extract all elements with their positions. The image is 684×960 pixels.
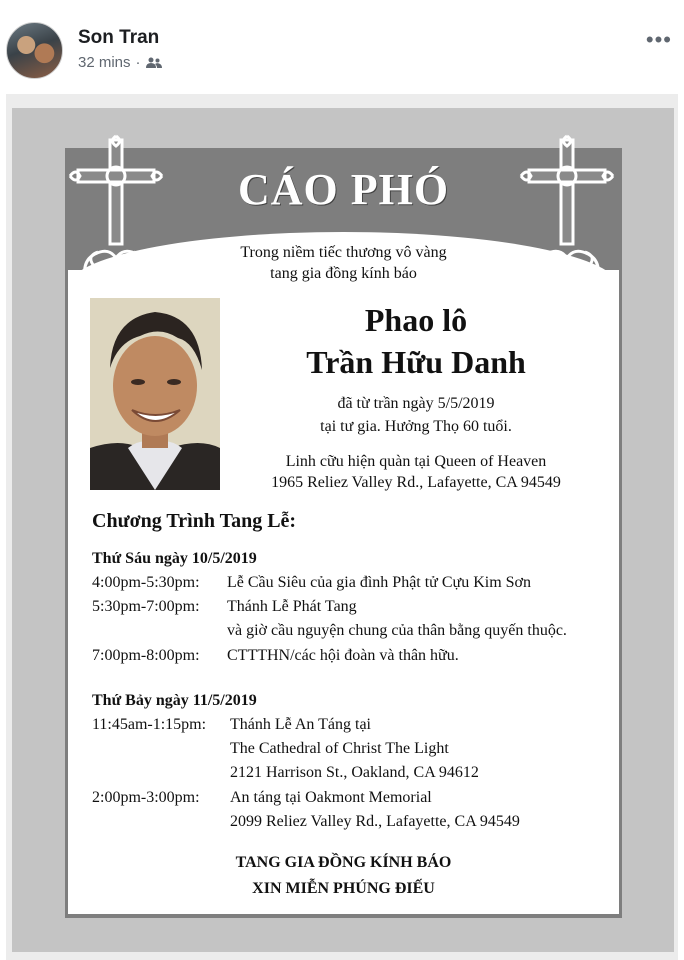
event-desc: Lễ Cầu Siêu của gia đình Phật tử Cựu Kim Sơn [227, 574, 531, 591]
cross-icon-left [66, 134, 166, 286]
day1-event-3 [92, 647, 459, 665]
event-time: 2:00pm-3:00pm: [92, 789, 200, 806]
passed-place-age: tại tư gia. Hưởng Thọ 60 tuổi. [320, 418, 512, 435]
post-meta [78, 54, 162, 71]
event-time: 5:30pm-7:00pm: [92, 598, 200, 615]
day1-title: Thứ Sáu ngày 10/5/2019 [92, 550, 257, 567]
event-time: 7:00pm-8:00pm: [92, 647, 200, 664]
day2-title: Thứ Bảy ngày 11/5/2019 [92, 692, 257, 709]
event-desc: CTTTHN/các hội đoàn và thân hữu. [227, 647, 459, 664]
day2-event-1-cont-2: 2121 Harrison St., Oakland, CA 94612 [230, 764, 479, 781]
deceased-baptismal-name: Phao lô [364, 302, 468, 338]
more-options-icon[interactable]: ••• [645, 27, 672, 52]
event-time: 4:00pm-5:30pm: [92, 574, 200, 591]
deceased-full-name: Trần Hữu Danh [306, 344, 526, 380]
wake-location: Linh cữu hiện quàn tại Queen of Heaven [285, 453, 547, 470]
cross-icon-right [517, 134, 617, 286]
notice-subtitle-1: Trong niềm tiếc thương vô vàng [240, 244, 447, 261]
post-time[interactable]: 32 mins [78, 54, 131, 71]
day1-event-2-cont: và giờ cầu nguyện chung của thân bằng quyến thuộc. [227, 622, 567, 639]
day2-event-2 [92, 789, 432, 807]
wake-address: 1965 Reliez Valley Rd., Lafayette, CA 94549 [271, 474, 561, 491]
meta-separator: · [135, 54, 141, 71]
day1-event-2 [92, 598, 357, 616]
notice-subtitle-2: tang gia đồng kính báo [270, 265, 417, 282]
event-desc: Thánh Lễ An Táng tại [230, 716, 371, 733]
deceased-portrait [90, 298, 220, 490]
author-name[interactable]: Son Tran [78, 27, 160, 48]
day1-event-1 [92, 574, 531, 592]
passed-date: đã từ trần ngày 5/5/2019 [337, 395, 495, 412]
event-desc: An táng tại Oakmont Memorial [230, 789, 432, 806]
friends-icon [146, 57, 162, 69]
notice-footer-2: XIN MIỄN PHÚNG ĐIẾU [252, 880, 435, 897]
post-header [0, 0, 684, 92]
day2-event-1-cont-1: The Cathedral of Christ The Light [230, 740, 449, 757]
event-desc: Thánh Lễ Phát Tang [227, 598, 357, 615]
notice-footer-1: TANG GIA ĐỒNG KÍNH BÁO [235, 854, 452, 871]
notice-title: CÁO PHÓ [237, 165, 450, 214]
event-time: 11:45am-1:15pm: [92, 716, 207, 733]
author-avatar[interactable] [6, 22, 63, 79]
program-title: Chương Trình Tang Lễ: [92, 510, 297, 532]
day2-event-1 [92, 716, 371, 734]
day2-event-2-cont-1: 2099 Reliez Valley Rd., Lafayette, CA 94549 [230, 813, 520, 830]
